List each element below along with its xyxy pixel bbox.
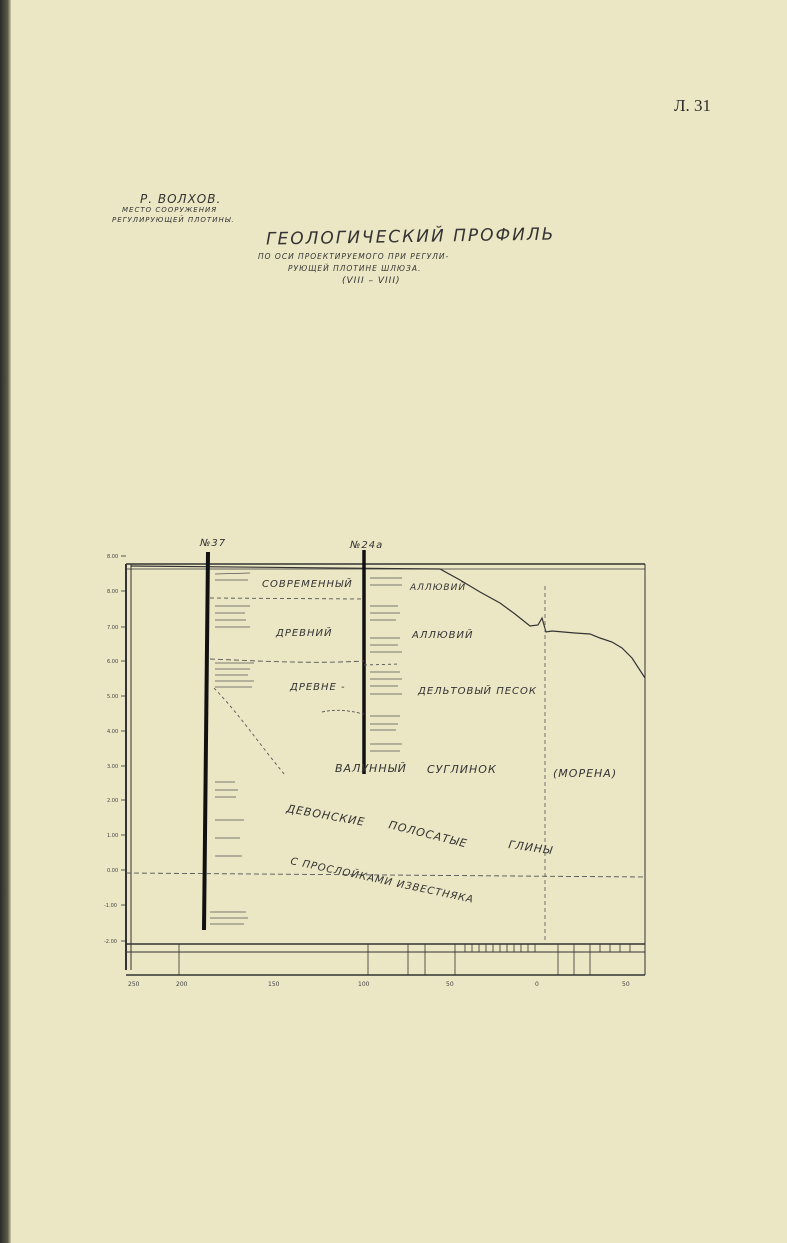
distance-scale [128, 981, 630, 988]
borehole-37-notes [210, 573, 254, 924]
profile-title: ГЕОЛОГИЧЕСКИЙ ПРОФИЛЬ [265, 224, 556, 250]
borehole-37-label: №37 [200, 538, 227, 549]
profile-subtitle-line2: РУЮЩЕЙ ПЛОТИНЕ ШЛЮЗА. [288, 264, 422, 273]
river-name: Р. ВОЛХОВ. [140, 192, 222, 206]
elevation-tick-label: 2.00 [107, 798, 119, 804]
elevation-tick-label: 8.00 [107, 554, 119, 560]
elevation-tick-label: 7.00 [107, 625, 119, 631]
distance-tick-label: 100 [358, 981, 370, 988]
site-description-line2: РЕГУЛИРУЮЩЕЙ ПЛОТИНЫ. [112, 216, 235, 224]
layer-label-clays: ГЛИНЫ [507, 838, 554, 858]
distance-tick-label: 150 [268, 981, 280, 988]
distance-tick-label: 200 [176, 981, 188, 988]
layer-label-alluvium-2: АЛЛЮВИЙ [412, 630, 474, 641]
layer-label-striped: ПОЛОСАТЫЕ [387, 818, 469, 851]
borehole-24a-notes [370, 578, 402, 751]
layer-label-modern: СОВРЕМЕННЫЙ [262, 579, 353, 590]
layer-label-ancient-2: ДРЕВНЕ - [290, 682, 346, 693]
layer-label-loam: СУГЛИНОК [427, 763, 497, 776]
section-label: (VIII – VIII) [342, 276, 401, 286]
distance-tick-label: 50 [446, 981, 454, 988]
profile-subtitle-line1: ПО ОСИ ПРОЕКТИРУЕМОГО ПРИ РЕГУЛИ- [258, 252, 450, 261]
elevation-tick-label: 8.00 [107, 589, 119, 595]
layer-label-limestone: С ПРОСЛОЙКАМИ ИЗВЕСТНЯКА [289, 856, 475, 906]
bottom-scale-ticks [179, 944, 630, 975]
elevation-tick-label: -2.00 [104, 939, 117, 945]
layer-label-boulder: ВАЛУННЫЙ [335, 762, 407, 775]
elevation-tick-label: 6.00 [107, 659, 119, 665]
distance-tick-label: 50 [622, 981, 630, 988]
elevation-tick-label: 1.00 [107, 833, 119, 839]
layer-label-ancient: ДРЕВНИЙ [276, 628, 333, 639]
layer-label-devonian: ДЕВОНСКИЕ [285, 802, 367, 829]
elevation-scale [104, 554, 118, 945]
elevation-tick-label: 5.00 [107, 694, 119, 700]
elevation-tick-label: 0.00 [107, 868, 119, 874]
elevation-tick-label: 4.00 [107, 729, 119, 735]
elevation-tick-label: 3.00 [107, 764, 119, 770]
layer-label-delta-sand: ДЕЛЬТОВЫЙ ПЕСОК [418, 686, 537, 697]
page-number: Л. 31 [674, 96, 712, 115]
layer-label-moraine: (МОРЕНА) [553, 767, 618, 780]
distance-tick-label: 0 [535, 981, 539, 988]
layer-label-alluvium-1: АЛЛЮВИЙ [410, 583, 467, 593]
elevation-tick-label: -1.00 [104, 903, 117, 909]
borehole-24a-label: №24а [350, 540, 384, 551]
site-description-line1: МЕСТО СООРУЖЕНИЯ [122, 206, 218, 214]
distance-tick-label: 250 [128, 981, 140, 988]
